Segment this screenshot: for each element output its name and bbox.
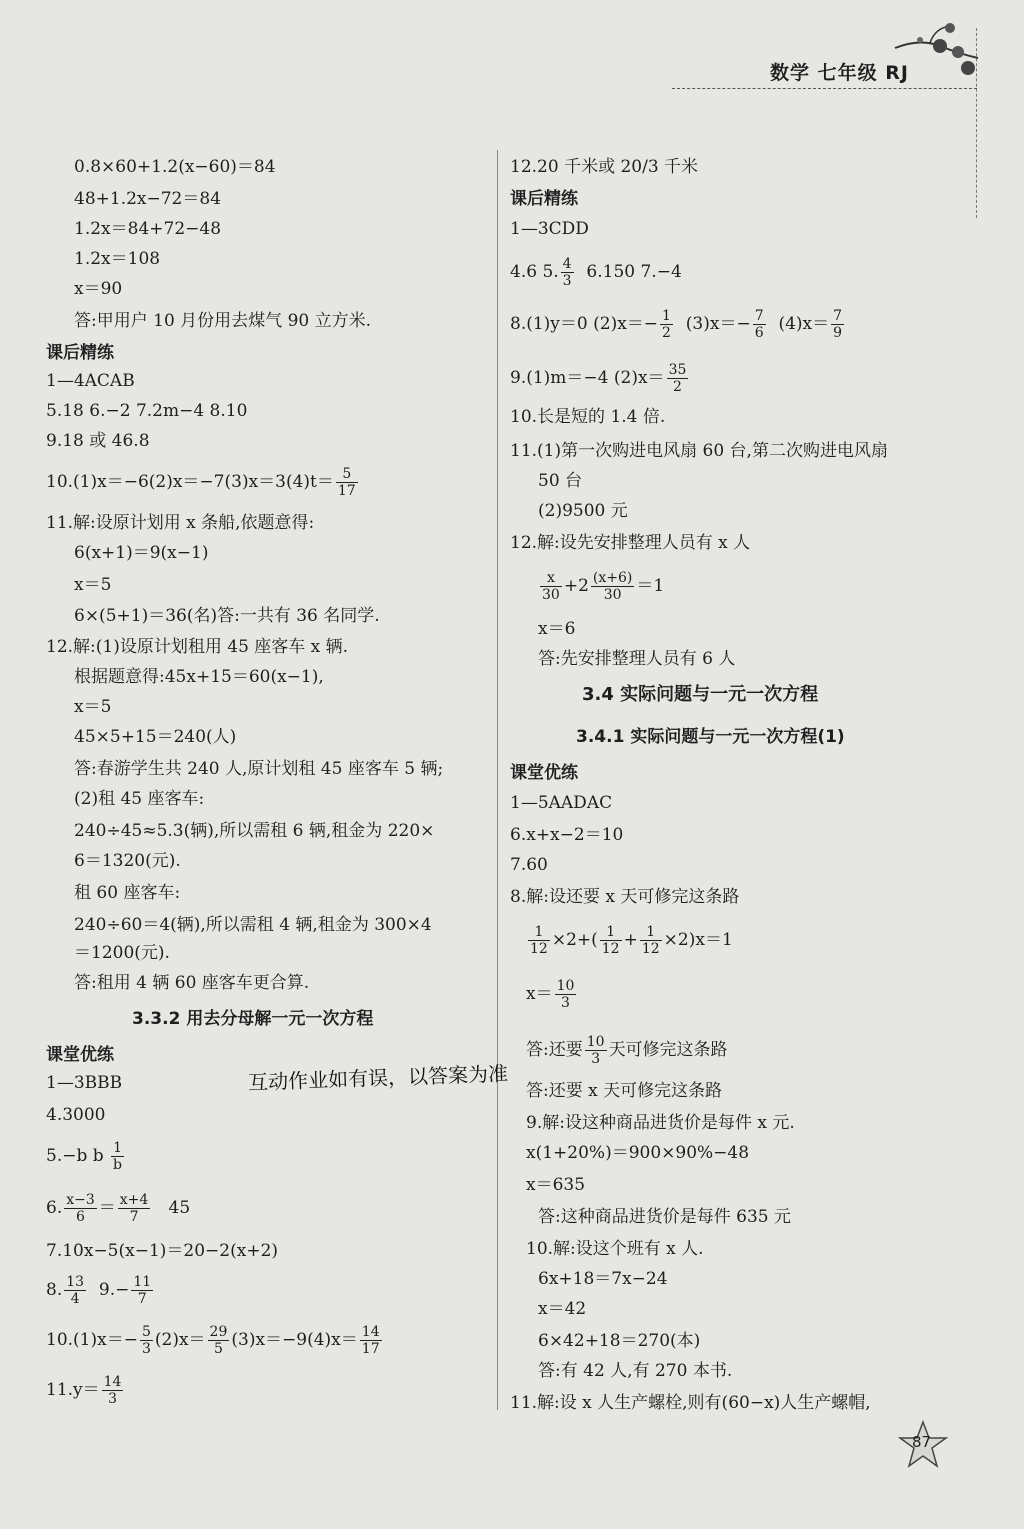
text-line: 240÷60＝4(辆),所以需租 4 辆,租金为 300×4 [74,915,432,935]
page-number: 87 [912,1433,932,1451]
section-title: 3.4 实际问题与一元一次方程 [582,684,819,705]
text-line: 6. $\frac{x-3}{6}$ ＝ $\frac{x+4}{7}$ 45 [46,1192,191,1225]
text-line: 5.−b b $\frac{1}{b}$ [46,1140,123,1173]
text-line: 1—3BBB [46,1073,123,1093]
page-header-title: 数学 七年级 RJ [770,62,909,84]
text-line: 8. $\frac{13}{4}$ 9.− $\frac{11}{7}$ [46,1274,152,1307]
header-rule [672,88,977,89]
text-line: 答:有 42 人,有 270 本书. [538,1361,733,1381]
text-line: 11.(1)第一次购进电风扇 60 台,第二次购进电风扇 [510,441,888,461]
section-heading: 课后精练 [46,343,114,363]
text-line: 答:租用 4 辆 60 座客车更合算. [74,973,310,993]
section-title: 3.3.2 用去分母解一元一次方程 [132,1009,374,1029]
text-line: 9.(1)m＝−4 (2)x＝ $\frac{35}{2}$ [510,362,687,395]
text-line: x＝ $\frac{10}{3}$ [526,978,575,1011]
text-line: 6＝1320(元). [74,851,181,871]
text-line: 45×5+15＝240(人) [74,727,237,747]
text-line: 1.2x＝84+72−48 [74,219,222,239]
text-line: x＝5 [74,697,112,717]
text-line: ＝1200(元). [74,943,170,963]
text-line: 6×(5+1)＝36(名)答:一共有 36 名同学. [74,606,380,626]
text-line: 答:甲用户 10 月份用去煤气 90 立方米. [74,311,372,331]
text-line: 4.6 5. $\frac{4}{3}$ 6.150 7.−4 [510,256,682,289]
text-line: 10.解:设这个班有 x 人. [526,1239,704,1259]
text-line: x(1+20%)＝900×90%−48 [526,1143,750,1163]
text-line: 6(x+1)＝9(x−1) [74,543,209,563]
text-line: 答:还要 x 天可修完这条路 [526,1081,723,1101]
text-line: 答:这种商品进货价是每件 635 元 [538,1207,791,1227]
text-line: 9.18 或 46.8 [46,431,150,451]
section-heading: 课后精练 [510,189,578,209]
text-line: 11.y＝ $\frac{14}{3}$ [46,1374,122,1407]
handwritten-note: 互动作业如有误，以答案为准 [247,1061,509,1095]
text-line: x＝42 [538,1299,587,1319]
text-line: 240÷45≈5.3(辆),所以需租 6 辆,租金为 220× [74,821,435,841]
text-line: (2)租 45 座客车: [74,789,205,809]
text-line: x＝5 [74,575,112,595]
text-line: x＝90 [74,279,123,299]
text-line: 8.解:设还要 x 天可修完这条路 [510,887,740,907]
header-vertical-rule [976,28,977,218]
text-line: 根据题意得:45x+15＝60(x−1), [74,667,324,687]
text-line: $\frac{1}{12}$ ×2+( $\frac{1}{12}$ + $\frac{1}{12}$ ×2)x＝1 [530,924,733,957]
text-line: 9.解:设这种商品进货价是每件 x 元. [526,1113,795,1133]
text-line: 8.(1)y＝0 (2)x＝− $\frac{1}{2}$ (3)x＝− $\frac{7}{6}$ (4)x＝ $\frac{7}{9}$ [510,308,843,341]
text-line: 1—3CDD [510,219,589,239]
text-line: x＝6 [538,619,576,639]
text-line: 12.解:(1)设原计划租用 45 座客车 x 辆. [46,637,349,657]
text-line: 11.解:设 x 人生产螺栓,则有(60−x)人生产螺帽, [510,1393,871,1413]
text-line: 0.8×60+1.2(x−60)＝84 [74,157,276,177]
text-line: 10.长是短的 1.4 倍. [510,407,666,427]
section-heading: 课堂优练 [510,763,578,783]
text-line: 答:春游学生共 240 人,原计划租 45 座客车 5 辆; [74,759,444,779]
text-line: 10.(1)x＝−6(2)x＝−7(3)x＝3(4)t＝ $\frac{5}{17}$ [46,466,356,499]
text-line: 1.2x＝108 [74,249,161,269]
text-line: 11.解:设原计划用 x 条船,依题意得: [46,513,315,533]
text-line: 12.20 千米或 20/3 千米 [510,157,699,177]
text-line: 答:还要 $\frac{10}{3}$ 天可修完这条路 [526,1034,728,1067]
text-line: 6x+18＝7x−24 [538,1269,668,1289]
text-line: 4.3000 [46,1105,106,1125]
text-line: 7.10x−5(x−1)＝20−2(x+2) [46,1241,279,1261]
section-subtitle: 3.4.1 实际问题与一元一次方程(1) [576,727,845,747]
text-line: 6×42+18＝270(本) [538,1331,701,1351]
text-line: 50 台 [538,471,583,491]
text-line: (2)9500 元 [538,501,628,521]
section-heading: 课堂优练 [46,1045,114,1065]
text-line: 12.解:设先安排整理人员有 x 人 [510,533,751,553]
text-line: 答:先安排整理人员有 6 人 [538,649,736,669]
text-line: 6.x+x−2＝10 [510,825,624,845]
text-line: 1—5AADAC [510,793,613,813]
text-line: 租 60 座客车: [74,883,181,903]
text-line: 10.(1)x＝− $\frac{5}{3}$ (2)x＝ $\frac{29}{5}$ (3)x＝−9(4)x＝ $\frac{14}{17}$ [46,1324,380,1357]
text-line: x＝635 [526,1175,586,1195]
column-divider [497,150,498,1410]
text-line: $\frac{x}{30}$ +2 $\frac{(x+6)}{30}$ ＝1 [542,570,665,603]
text-line: 5.18 6.−2 7.2m−4 8.10 [46,401,248,421]
text-line: 1—4ACAB [46,371,135,391]
text-line: 7.60 [510,855,548,875]
text-line: 48+1.2x−72＝84 [74,189,222,209]
